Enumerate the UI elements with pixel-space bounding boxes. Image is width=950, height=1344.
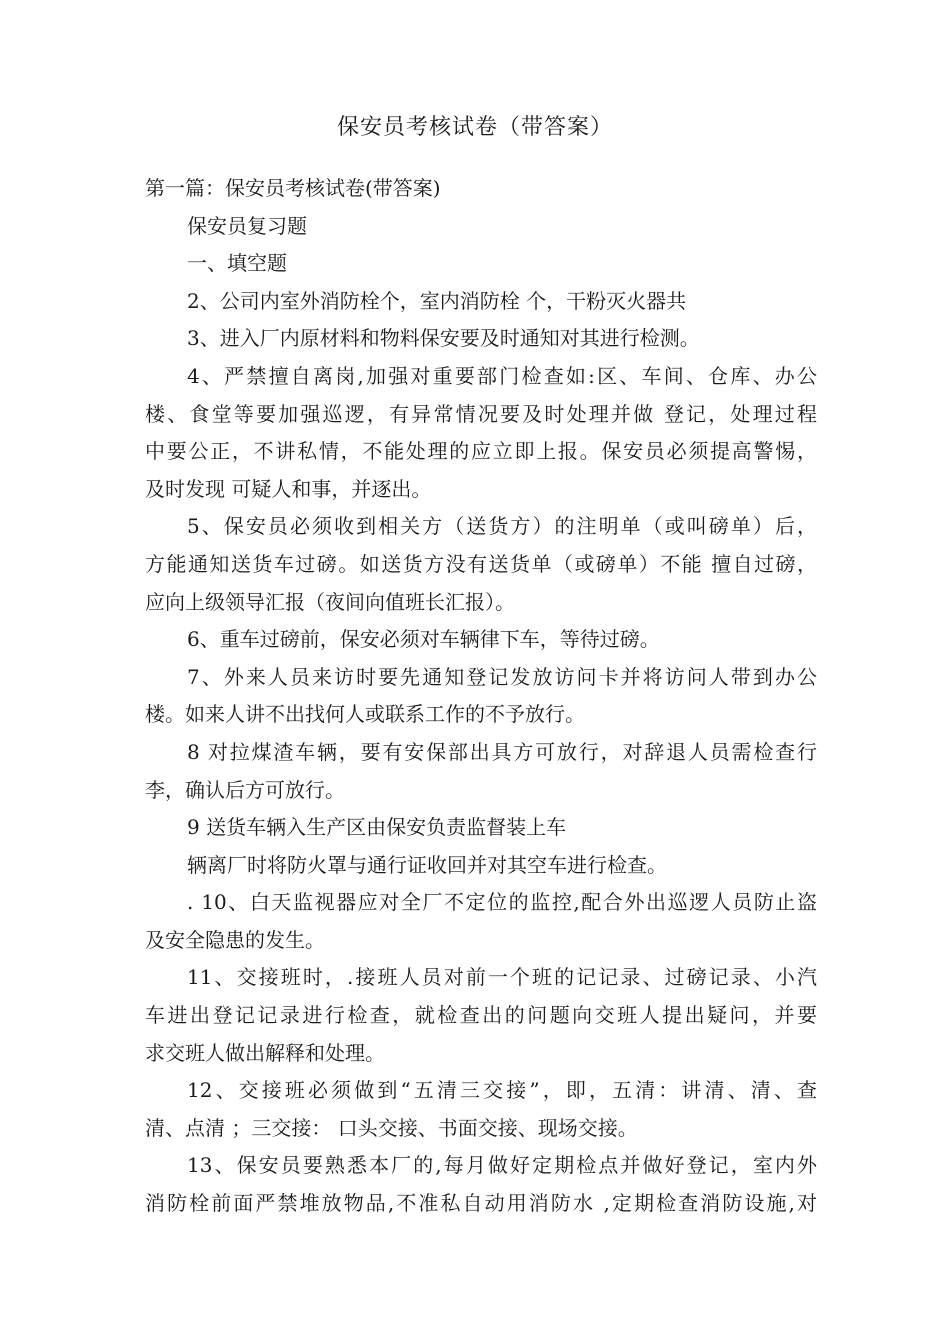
paragraph-line: 5、保安员必须收到相关方（送货方）的注明单（或叫磅单）后， — [187, 514, 817, 539]
paragraph-line: 楼、食堂等要加强巡逻，有异常情况要及时处理并做 登记，处理过程 — [145, 401, 817, 426]
document-body — [145, 170, 817, 1223]
paragraph-line: 12、交接班必须做到“五清三交接”，即，五清：讲清、清、查 — [187, 1078, 817, 1103]
paragraph-line: 13、保安员要熟悉本厂的,每月做好定期检点并做好登记，室内外 — [187, 1153, 817, 1178]
paragraph-line: 保安员复习题 — [187, 213, 307, 238]
paragraph-line: 求交班人做出解释和处理。 — [145, 1040, 385, 1065]
paragraph-line: 9 送货车辆入生产区由保安负责监督装上车 — [187, 815, 567, 840]
paragraph-line: 8 对拉煤渣车辆，要有安保部出具方可放行，对辞退人员需检查行 — [187, 739, 817, 764]
paragraph-line: 辆离厂时将防火罩与通行证收回并对其空车进行检查。 — [187, 852, 667, 877]
paragraph-line: 11、交接班时，.接班人员对前一个班的记记录、过磅记录、小汽 — [187, 965, 817, 990]
paragraph-line: 消防栓前面严禁堆放物品,不准私自动用消防水 ,定期检查消防设施,对 — [145, 1191, 817, 1216]
paragraph-line: 中要公正，不讲私情，不能处理的应立即上报。保安员必须提高警惕， — [145, 439, 817, 464]
section-heading: 第一篇：保安员考核试卷(带答案) — [145, 176, 441, 200]
paragraph-line: 3、进入厂内原材料和物料保安要及时通知对其进行检测。 — [187, 326, 700, 351]
paragraph-line: 车进出登记记录进行检查，就检查出的问题向交班人提出疑问，并要 — [145, 1003, 817, 1028]
paragraph-line: 方能通知送货车过磅。如送货方没有送货单（或磅单）不能 擅自过磅， — [145, 551, 817, 576]
paragraph-line: 李，确认后方可放行。 — [145, 777, 345, 802]
paragraph-line: 4、严禁擅自离岗,加强对重要部门检查如:区、车间、仓库、办公 — [187, 363, 817, 388]
paragraph-line: 一、填空题 — [187, 251, 287, 276]
paragraph-line: 7、外来人员来访时要先通知登记发放访问卡并将访问人带到办公 — [187, 664, 817, 689]
paragraph-line: 清、点清 ；三交接： 口头交接、书面交接、现场交接。 — [145, 1115, 638, 1140]
paragraph-line: 6、重车过磅前，保安必须对车辆律下车，等待过磅。 — [187, 627, 660, 652]
paragraph-line: 2、公司内室外消防栓个，室内消防栓 个，干粉灭火器共 — [187, 288, 687, 313]
paragraph-line: 楼。如来人讲不出找何人或联系工作的不予放行。 — [145, 702, 585, 727]
paragraph-line: . 10、白天监视器应对全厂不定位的监控,配合外出巡逻人员防止盗 — [187, 890, 817, 915]
document-title: 保安员考核试卷（带答案） — [336, 115, 613, 140]
paragraph-line: 应向上级领导汇报（夜间向值班长汇报）。 — [145, 589, 515, 614]
paragraph-line: 及安全隐患的发生。 — [145, 927, 325, 952]
paragraph-line: 及时发现 可疑人和事，并逐出。 — [145, 476, 432, 501]
